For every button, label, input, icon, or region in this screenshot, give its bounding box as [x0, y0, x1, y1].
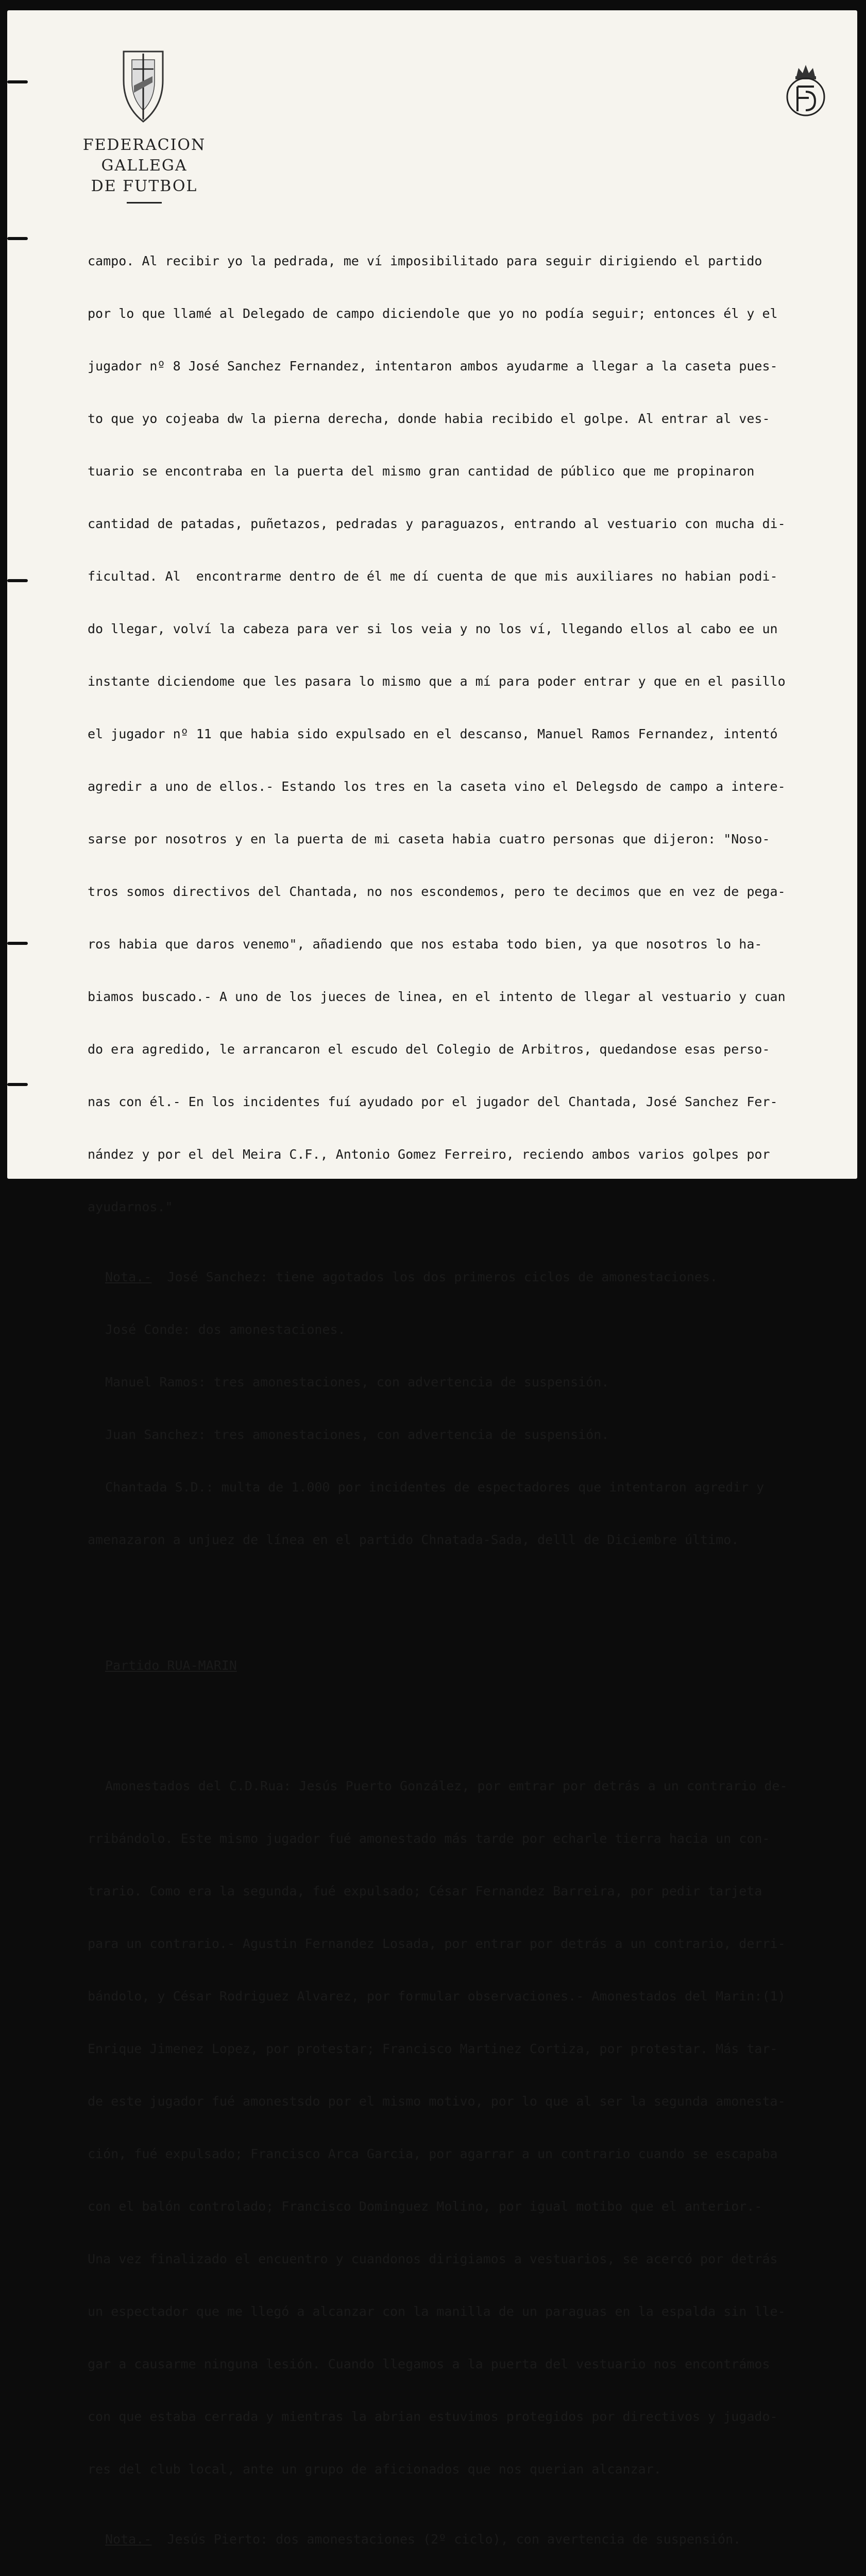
- text-line: de este jugador fué amonestsdo por el mismo motivo, por lo que al ser la segunda amonesta-: [88, 2094, 786, 2109]
- text-line: trario. Como era la segunda, fué expulsado; César Fernandez Barreira, por pedir tarjeta: [88, 1884, 762, 1899]
- text-line: to que yo cojeaba dw la pierna derecha, donde habia recibido el golpe. Al entrar al ves-: [88, 411, 770, 426]
- text-line: un espectador que me llegó a alcanzar con la manilla de un paraguas en la espalda sin lle-: [88, 2304, 786, 2319]
- text-line: Enrique Jimenez Lopez, por protestar; Francisco Martinez Cortiza, por protestar. Más tar-: [88, 2041, 778, 2056]
- nota-label: Nota.-: [105, 2532, 152, 2547]
- nota-line: amenazaron a unjuez de línea en el partido Chnatada-Sada, delll de Diciembre último.: [88, 1532, 739, 1547]
- punch-hole: [7, 942, 28, 945]
- nota-label: Nota.-: [105, 1269, 152, 1284]
- section-title: [88, 1657, 860, 1674]
- document-body: [88, 217, 860, 2576]
- punch-hole: [7, 579, 28, 582]
- crowned-crest-emblem: [785, 61, 826, 118]
- text-line: gar a causarme ninguna lesión. Cuando llegamos a la puerta del vestuario nos encontrámos: [88, 2357, 770, 2371]
- text-line: nas con él.- En los incidentes fuí ayudado por el jugador del Chantada, José Sanchez Fer-: [88, 1094, 778, 1109]
- text-line: bándolo, y César Rodriguez Alvarez, por formular observaciones.- Amonestados del Marin:(1): [88, 1989, 786, 2004]
- text-line: campo. Al recibir yo la pedrada, me ví imposibilitado para seguir dirigiendo el partido: [88, 253, 762, 268]
- nota-line: [88, 1268, 860, 1286]
- text-line: tros somos directivos del Chantada, no nos escondemos, pero te decimos que en vez de pega-: [88, 884, 786, 899]
- nota-line: [88, 2531, 860, 2548]
- text-line: con el balón controlado; Francisco Dominguez Molino, por igual motibo que el anterior.-: [88, 2199, 762, 2214]
- organization-heading: [41, 135, 247, 204]
- text-line: tuario se encontraba en la puerta del mismo gran cantidad de público que me propinaron: [88, 464, 755, 479]
- text-line: res del club local, ante un grupo de aficionados que nos querian alcanzar.: [88, 2462, 661, 2477]
- nota-line: José Conde: dos amonestaciones.: [105, 1322, 346, 1337]
- org-name-line1: FEDERACION GALLEGA: [82, 136, 206, 175]
- heading-rule: [127, 202, 162, 204]
- federation-shield-emblem: [122, 49, 165, 124]
- text-line: agredir a uno de ellos.- Estando los tres en la caseta vino el Delegsdo de campo a intere-: [88, 779, 786, 794]
- text-line: rribándolo. Este mismo jugador fué amonestado más tarde por echarle tierra hacia un con-: [88, 1831, 770, 1846]
- text-line: ción, fué expulsado; Francisco Arca Garcia, por agarrar a un contrario cuando se escapaba: [88, 2146, 778, 2161]
- text-line: ros habia que daros venemo", añadiendo que nos estaba todo bien, ya que nosotros lo ha-: [88, 937, 762, 952]
- nota-line: Manuel Ramos: tres amonestaciones, con advertencia de suspensión.: [105, 1375, 609, 1389]
- text-line: do era agredido, le arrancaron el escudo del Colegio de Arbitros, quedandose esas perso-: [88, 1042, 770, 1057]
- punch-hole: [7, 237, 28, 240]
- text-line: ficultad. Al encontrarme dentro de él me dí cuenta de que mis auxiliares no habian podi-: [88, 569, 778, 584]
- text-line: instante diciendome que les pasara lo mismo que a mí para poder entrar y que en el pasillo: [88, 674, 786, 689]
- text-line: biamos buscado.- A uno de los jueces de linea, en el intento de llegar al vestuario y cuan: [88, 989, 786, 1004]
- text-line: Amonestados del C.D.Rua: Jesús Puerto González, por emtrar por detrás a un contrario de-: [105, 1778, 788, 1793]
- punch-hole: [7, 80, 28, 83]
- text-line: sarse por nosotros y en la puerta de mi caseta habia cuatro personas que dijeron: "Noso-: [88, 832, 770, 846]
- nota-text: Jesús Pierto: dos amonestaciones (2º ciclo), con avertencia de suspensión.: [151, 2532, 741, 2547]
- section-title-text: Partido RUA-MARIN: [105, 1658, 237, 1673]
- text-line: con que estaba cerrada y mientras la abrian estuvimos protegidos por directivos y jugado-: [88, 2409, 778, 2424]
- text-line: cantidad de patadas, puñetazos, pedradas y paraguazos, entrando al vestuario con mucha di-: [88, 516, 786, 531]
- nota-line: Juan Sanchez: tres amonestaciones, con advertencia de suspensión.: [105, 1427, 609, 1442]
- nota-line: Chantada S.D.: multa de 1.000 por incidentes de espectadores que intentaron agredir y: [105, 1480, 765, 1495]
- text-line: jugador nº 8 José Sanchez Fernandez, intentaron ambos ayudarme a llegar a la caseta pues-: [88, 359, 778, 374]
- punch-hole: [7, 1083, 28, 1086]
- org-name-line2: DE FUTBOL: [91, 177, 198, 195]
- text-line: para un contrario.- Agustin Fernandez Losada, por entrar por detrás a un contrario, derri-: [88, 1936, 786, 1951]
- text-line: el jugador nº 11 que habia sido expulsado en el descanso, Manuel Ramos Fernandez, intentó: [88, 726, 778, 741]
- text-line: ayudarnos.": [88, 1199, 173, 1214]
- nota-text: José Sanchez: tiene agotados los dos primeros ciclos de amonestaciones.: [151, 1269, 718, 1284]
- text-line: por lo que llamé al Delegado de campo diciendole que yo no podía seguir; entonces él y el: [88, 306, 778, 321]
- text-line: do llegar, volví la cabeza para ver si los veia y no los ví, llegando ellos al cabo ee un: [88, 621, 778, 636]
- text-line: nández y por el del Meira C.F., Antonio Gomez Ferreiro, reciendo ambos varios golpes por: [88, 1147, 770, 1162]
- text-line: Una vez finalizado el encuentro y cuandonos dirigiamos a vestuarios, se acercó por detrás: [88, 2251, 778, 2266]
